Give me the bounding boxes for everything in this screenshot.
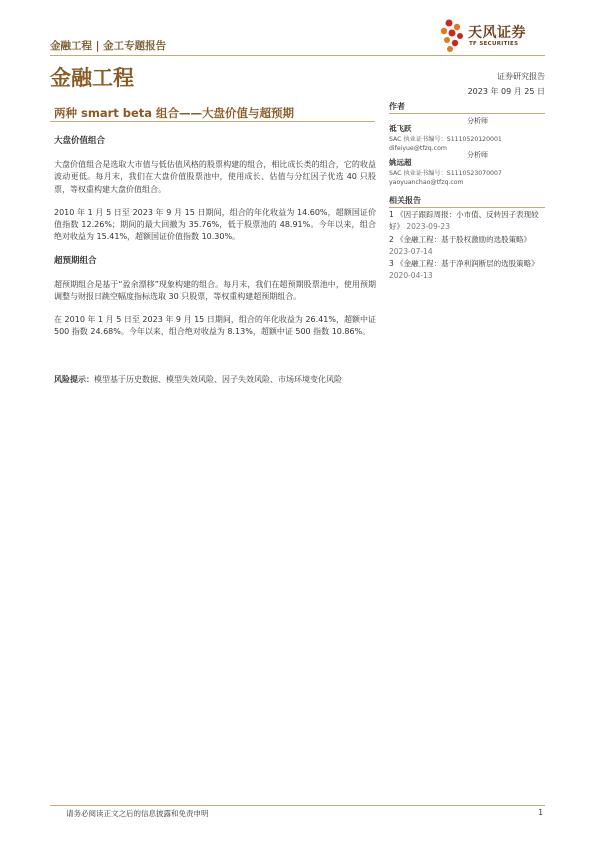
author-role: 分析师 xyxy=(467,117,488,125)
related-date: 2023-07-14 xyxy=(389,246,433,256)
logo-en-text: TF SECURITIES xyxy=(469,41,519,47)
report-category-title: 金融工程 xyxy=(50,66,134,90)
report-date: 2023 年 09 月 25 日 xyxy=(467,87,545,96)
risk-warning xyxy=(54,374,376,386)
paragraph: 2010 年 1 月 5 日至 2023 年 9 月 15 日期间，组合的年化收益为 14.60%，超额国证价值指数 12.26%；期间的最大回撤为 35.76%，低于股票池的 48.91%。今年以来，组合绝对收益为 15.41%，超额国证价值指数 10.30%。 xyxy=(54,207,376,242)
related-date: 2020-04-13 xyxy=(389,271,433,281)
page-number: 1 xyxy=(538,808,543,817)
related-item[interactable] xyxy=(389,209,545,234)
related-num: 2 xyxy=(389,234,394,244)
main-content xyxy=(54,135,376,387)
tf-logo-icon xyxy=(438,18,466,54)
report-type: 证券研究报告 xyxy=(497,72,545,81)
author-role: 分析师 xyxy=(467,151,488,159)
paragraph: 在 2010 年 1 月 5 日至 2023 年 9 月 15 日期间，组合的年化收益为 26.41%，超额中证 500 指数 24.68%。今年以来，组合绝对收益为 8.13%，超额中证 500 指数 10.86%。 xyxy=(54,315,376,337)
report-title: 两种 smart beta 组合——大盘价值与超预期 xyxy=(54,106,295,120)
related-num: 1 xyxy=(389,210,394,219)
author-block xyxy=(389,150,545,187)
related-item[interactable] xyxy=(389,258,545,283)
related-title: 《因子跟踪周报：小市值、反转因子表现较好》 xyxy=(389,210,539,232)
related-num: 3 xyxy=(389,259,394,269)
logo-cn-text: 天风证券 xyxy=(468,25,526,41)
author-name: 祗飞跃 xyxy=(389,124,412,133)
related-heading: 相关报告 xyxy=(389,196,421,205)
author-block xyxy=(389,116,545,153)
header-divider xyxy=(50,55,545,56)
related-title: 《金融工程：基于净利润断层的选股策略》 xyxy=(396,259,539,269)
risk-text: 模型基于历史数据、模型失效风险、因子失效风险、市场环境变化风险 xyxy=(94,375,342,385)
section-heading: 超预期组合 xyxy=(54,256,97,267)
authors-divider xyxy=(389,113,545,114)
author-cert: SAC 执业证书编号：S1110523070007 xyxy=(389,170,502,177)
company-logo xyxy=(438,18,548,56)
footer-disclaimer: 请务必阅读正文之后的信息披露和免责申明 xyxy=(66,809,209,818)
paragraph: 超预期组合是基于“盈余漂移”现象构建的组合。每月末，我们在超预期股票池中，使用预期调整与财报日跳空幅度指标选取 30 只股票，等权重构建超预期组合。 xyxy=(54,279,376,301)
paragraph: 大盘价值组合是选取大市值与低估值风格的股票构建的组合，相比成长类的组合，它的收益波动更低。每月末，我们在大盘价值股票池中，使用成长、估值与分红因子优选 40 只股票，等权重构建大盘价值组合。 xyxy=(54,160,376,194)
related-date: 2023-09-23 xyxy=(406,222,450,232)
related-title: 《金融工程：基于股权激励的选股策略》 xyxy=(396,234,532,244)
footer-divider xyxy=(50,805,545,806)
related-list xyxy=(389,209,545,283)
title-divider xyxy=(50,121,375,122)
author-email[interactable]: difeiyue@tfzq.com xyxy=(389,145,447,152)
risk-label: 风险提示： xyxy=(54,375,94,385)
header-section-label: 金融工程 | 金工专题报告 xyxy=(50,40,167,52)
section-heading: 大盘价值组合 xyxy=(54,136,106,146)
author-name: 姚远超 xyxy=(389,158,412,167)
related-item[interactable] xyxy=(389,234,545,259)
author-cert: SAC 执业证书编号：S1110520120001 xyxy=(389,136,502,143)
related-divider xyxy=(389,207,545,208)
author-email[interactable]: yaoyuanchao@tfzq.com xyxy=(389,179,464,186)
authors-heading: 作者 xyxy=(389,102,405,111)
